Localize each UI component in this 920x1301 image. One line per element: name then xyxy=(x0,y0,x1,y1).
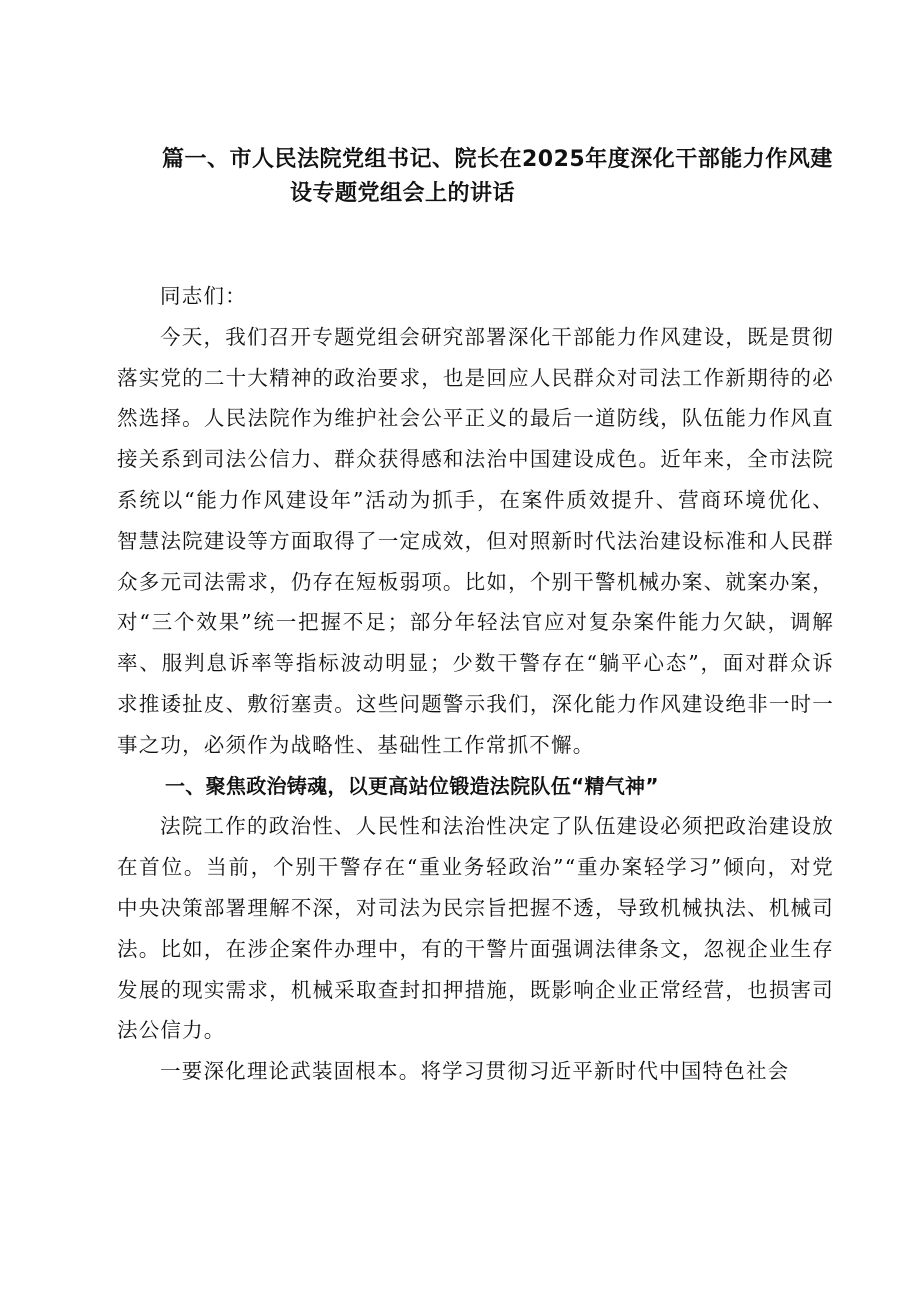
salutation: 同志们： xyxy=(160,284,247,308)
paragraph-point1: 一要深化理论武装固根本。将学习贯彻习近平新时代中国特色社会 xyxy=(160,1059,790,1084)
title-line-2: 设专题党组会上的讲话 xyxy=(290,181,516,206)
document-body xyxy=(117,276,834,1092)
document-title xyxy=(120,143,860,211)
paragraph-intro: 今天，我们召开专题党组会研究部署深化干部能力作风建设，既是贯彻落实党的二十大精神的政治要求，也是回应人民群众对司法工作新期待的必然选择。人民法院作为维护社会公平正义的最后一道防线，队伍能力作风直接关系到司法公信力、群众获得感和法治中国建设成色。近年来，全市法院系统以“能力作风建设年”活动为抓手，在案件质效提升、营商环境优化、智慧法院建设等方面取得了一定成效，但对照新时代法治建设标准和人民群众多元司法需求，仍存在短板弱项。比如，个别干警机械办案、就案办案，对“三个效果”统一把握不足；部分年轻法官应对复杂案件能力欠缺，调解率、服判息诉率等指标波动明显；少数干警存在“躺平心态”，面对群众诉求推诿扯皮、敷衍塞责。这些问题警示我们，深化能力作风建设绝非一时一事之功，必须作为战略性、基础性工作常抓不懈。 xyxy=(117,324,834,757)
paragraph-section1: 法院工作的政治性、人民性和法治性决定了队伍建设必须把政治建设放在首位。当前，个别干警存在“重业务轻政治”“重办案轻学习”倾向，对党中央决策部署理解不深，对司法为民宗旨把握不透，导致机械执法、机械司法。比如，在涉企案件办理中，有的干警片面强调法律条文，忽视企业生存发展的现实需求，机械采取查封扣押措施，既影响企业正常经营，也损害司法公信力。 xyxy=(117,814,834,1043)
section-heading-1: 一、聚焦政治铸魂，以更高站位锻造法院队伍“精气神” xyxy=(165,773,659,798)
title-line-1: 篇一、市人民法院党组书记、院长在2025年度深化干部能力作风建 xyxy=(162,147,833,172)
